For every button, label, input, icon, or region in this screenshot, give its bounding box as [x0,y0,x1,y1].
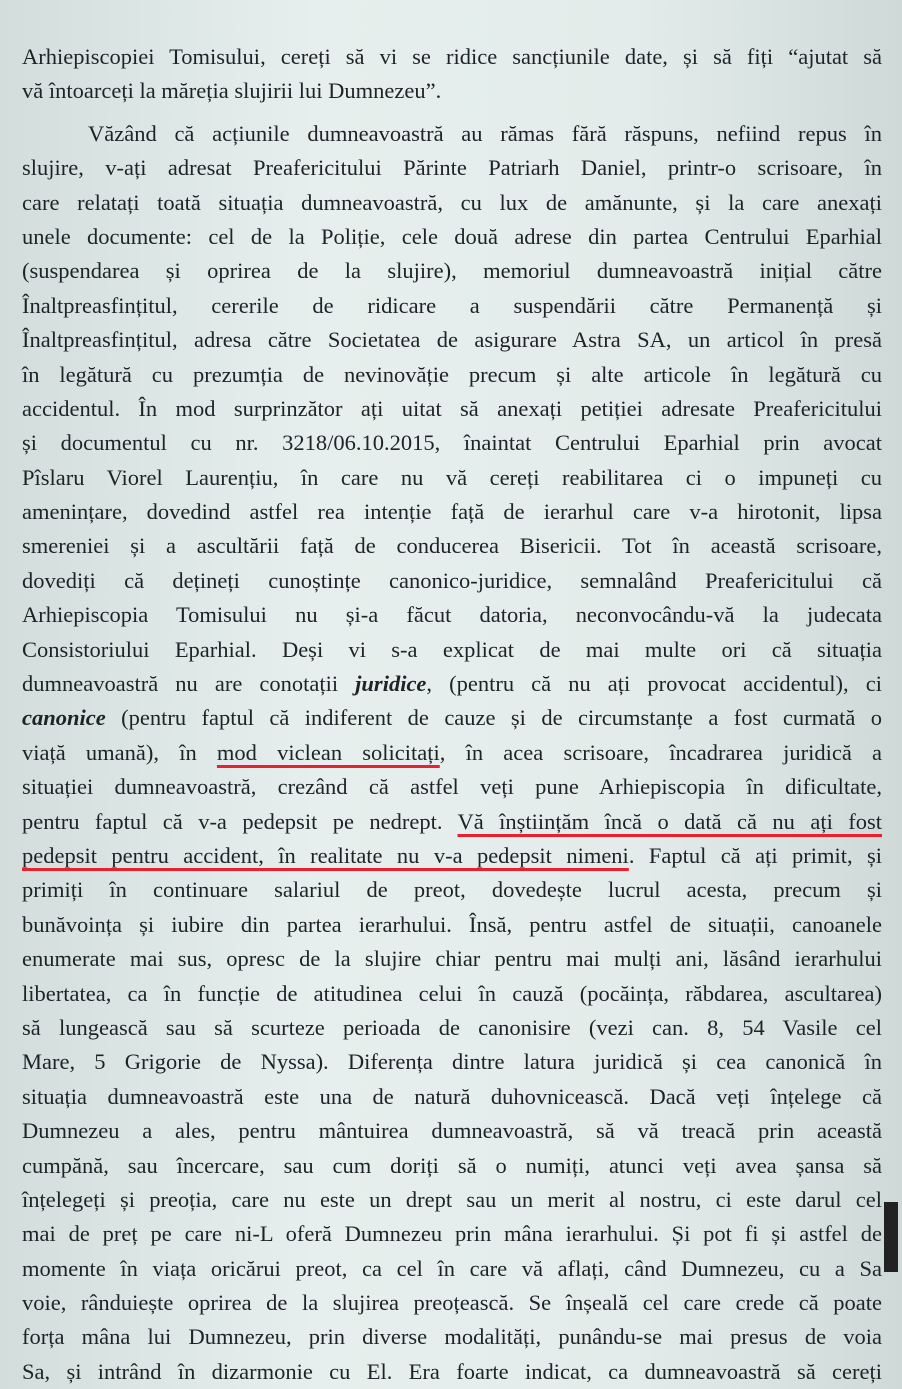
text-line [22,667,882,701]
highlight-underline: mod viclean solicitați [216,739,440,765]
text-line: în legătură cu prezumția de nevinovăție precum și alte articole în legătură cu [22,361,882,387]
text-segment: pentru faptul că v-a pedepsit pe nedrept. [22,808,458,834]
text-line: înțelegeți și preoția, care nu este un drept sau un merit al nostru, ci este darul cel [22,1186,882,1212]
paragraph-continuation [22,40,898,109]
text-line: enumerate mai sus, opresc de la slujire chiar pentru mai mulți ani, lăsând ierarhului [22,946,882,972]
text-line: Înaltpreasfințitul, cererile de ridicare a suspendării către Permanență și [22,292,882,318]
text-line: și documentul cu nr. 3218/06.10.2015, înaintat Centrului Eparhial prin avocat [22,430,882,456]
text-line: forța mâna lui Dumnezeu, prin diverse modalități, punându-se mai presus de voia [22,1324,882,1350]
text-line: să lungească sau să scurteze perioada de canonisire (vezi can. 8, 54 Vasile cel [22,1014,882,1040]
text-line: slujire, v-ați adresat Preafericitului Părinte Patriarh Daniel, printr-o scrisoare, în [22,155,882,181]
text-line: situației dumneavoastră, crezând că astfel veți pune Arhiepiscopia în dificultate, [22,774,882,800]
text-line: care relatați toată situația dumneavoastră, cu lux de amănunte, și la care anexați [22,189,882,215]
text-line: Văzând că acțiunile dumneavoastră au rămas fără răspuns, nefiind repus în [88,120,882,146]
text-line [22,701,882,735]
text-line: primiți în continuare salariul de preot, dovedește lucrul acesta, precum și [22,877,882,903]
text-segment: , în acea scrisoare, încadrarea juridică a [439,739,882,765]
text-line: Dumnezeu a ales, pentru mântuirea dumneavoastră, să vă treacă prin această [22,1118,882,1144]
text-segment: (pentru faptul că indiferent de cauze și de circumstanțe a fost curmată o [105,705,882,731]
text-line: dovediți că dețineți cunoștințe canonico-juridice, semnalând Preafericitului că [22,567,882,593]
text-line: Arhiepiscopia Tomisului nu și-a făcut datoria, neconvocându-vă la judecata [22,602,882,628]
text-line: accidentul. În mod surprinzător ați uitat să anexați petiției adresate Preafericitului [22,395,882,421]
emphasis-juridice: juridice [355,671,427,697]
text-segment: . Faptul că ați primit, și [628,842,882,868]
highlight-underline: pedepsit pentru accident, în realitate nu v-a pedepsit nimeni [22,842,629,868]
text-line [22,839,882,873]
text-line: Arhiepiscopiei Tomisului, cereți să vi se ridice sancțiunile date, și să fiți “ajutat să [22,44,882,69]
text-line: cumpănă, sau încercare, sau cum doriți să o numiți, atunci veți avea șansa să [22,1152,882,1178]
text-segment: dumneavoastră nu are conotații [22,671,356,697]
text-segment: , (pentru că nu ați provocat accidentul), ci [426,671,882,697]
text-line: unele documente: cel de la Poliție, cele două adrese din partea Centrului Eparhial [22,223,882,249]
page-edge-shadow [884,1202,898,1272]
text-line: momente în viața oricărui preot, ca cel în care vă aflați, când Dumnezeu, cu a Sa [22,1255,882,1281]
text-line: vă întoarceți la măreția slujirii lui Dumnezeu”. [22,78,442,104]
text-line: bunăvoința și iubire din partea ierarhului. Însă, pentru astfel de situații, canoanele [22,911,882,937]
text-line: Consistoriului Eparhial. Deși vi s-a explicat de mai multe ori că situația [22,636,882,662]
text-line: (suspendarea și oprirea de la slujire), memoriul dumneavoastră inițial către [22,258,882,284]
text-line [22,805,882,839]
text-line: Înaltpreasfințitul, adresa către Societatea de asigurare Astra SA, un articol în presă [22,327,882,353]
text-line: situația dumneavoastră este una de natură duhovnicească. Dacă veți înțelege că [22,1083,882,1109]
emphasis-canonice: canonice [22,705,106,731]
text-line: smereniei și a ascultării față de conducerea Bisericii. Tot în această scrisoare, [22,533,882,559]
paragraph-main [22,117,898,1389]
text-line [22,736,882,770]
text-line: amenințare, dovedind astfel rea intenție față de ierarhul care v-a hirotonit, lipsa [22,499,882,525]
text-line: mai de preț pe care ni-L oferă Dumnezeu prin mâna ierarhului. Și pot fi și astfel de [22,1221,882,1247]
text-segment: viață umană), în [22,739,217,765]
text-line: libertatea, ca în funcție de atitudinea celui în cauză (pocăința, răbdarea, ascultarea) [22,980,882,1006]
text-line: Sa, și intrând în dizarmonie cu El. Era foarte indicat, ca dumneavoastră să cereți [22,1358,882,1384]
text-line: Mare, 5 Grigorie de Nyssa). Diferența dintre latura juridică și cea canonică în [22,1049,882,1075]
highlight-underline: Vă înștiințăm încă o dată că nu ați fost [457,808,882,834]
text-line: voie, rânduiește oprirea de la slujirea preoțească. Se înșeală cel care crede că poate [22,1290,882,1316]
text-line: Pîslaru Viorel Laurențiu, în care nu vă cereți reabilitarea ci o impuneți cu [22,464,882,490]
